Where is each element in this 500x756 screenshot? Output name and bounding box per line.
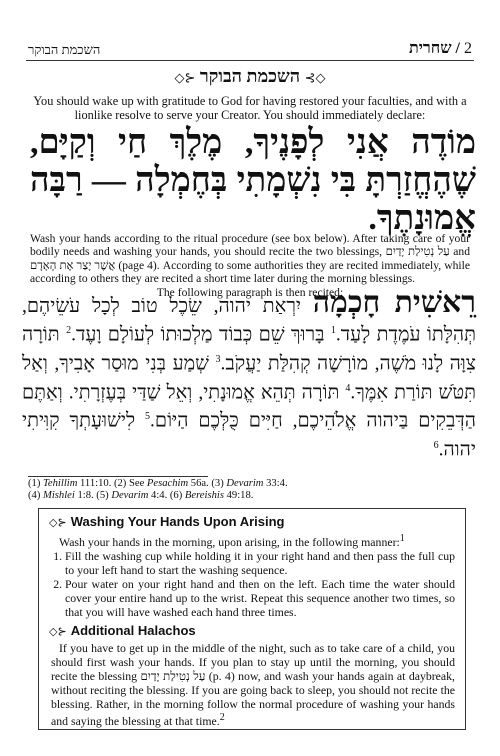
box-heading-washing: ◇⊱ Washing Your Hands Upon Arising (49, 514, 285, 529)
ornament-icon: ◇⊱ (304, 70, 326, 85)
header-separator: / (455, 40, 460, 57)
modeh-ani-prayer (30, 124, 476, 238)
footnote-ref: 1 (399, 533, 405, 545)
running-header-right (409, 40, 472, 58)
reshit-line-4: שְׁמַע בְּנִי מוּסַר אָבִיךָ, וְאַל תִּטֹּשׁ תּוֹרַת אִמֶּךָ. (22, 353, 477, 404)
modeh-ani-text: לְפָנֶיךָ, מֶלֶךְ חַי וְקַיָּם, שֶׁהֶחֱזַרְתָּ בִּי נִשְׁמָתִי בְּחֶמְלָה — רַבָּה אֱמוּנָתֶךָ. (30, 124, 476, 237)
reshit-line-1: יִרְאַת יהוה, שֵׂכֶל טוֹב לְכָל עֹשֵׂיהֶם, תְּהִלָּתוֹ עֹמֶדֶת לָעַד. (22, 296, 477, 346)
ornament-icon: ⊰◇ (174, 70, 196, 85)
footnote-1: (1) Tehillim 111:10. (28, 478, 112, 489)
instr-part1: Wash your hands according to the ritual procedure (see box below). After taking care of your bodily needs and washing your hands, you should recite the two blessings, (30, 232, 470, 259)
footnote-5: (5) Devarim 4:4. (96, 490, 168, 502)
instr-part3: (page 4). According to some authorities they are recited immediately, while according to others they are recited a short time later during the morning blessings. (30, 258, 470, 286)
footnote-ref: 6 (433, 440, 439, 452)
reshit-line-6: לִישׁוּעָתְךָ קִוִּיתִי יהוה. (22, 410, 476, 461)
header-section-title: שחרית (408, 40, 452, 57)
footnote-ref: 3 (215, 353, 221, 365)
footnote-ref: 2 (66, 325, 72, 337)
box-paragraph-2: If you have to get up in the middle of the night, such as to take care of a child, you should first wash your hands. If you plan to stay up until the morning, you should recite the blessing עַל נְטִילַת יָדַיִם (p. 4) now, and wash your hands again at daybreak, without reciting the blessing. If you are going back to sleep, you should not recite the blessing. Rather, in the morning follow the normal procedure of washing your hands and saying the blessing at that time.$^2$ (51, 640, 455, 729)
footnote-ref: 5 (145, 411, 151, 423)
modeh-ani-opening: מוֹדֶה אֲנִי (346, 124, 476, 161)
instr-part2: and (453, 245, 470, 259)
box-paragraph-1: Wash your hands in the morning, upon arising, in the following manner:$^1$ (59, 533, 405, 550)
section-title-text: השכמת הבוקר (199, 66, 301, 86)
section-title (0, 66, 500, 87)
footnote-6: (6) Bereishis 49:18. (169, 490, 254, 502)
reshit-opening: רֵאשִׁית חָכְמָה (312, 286, 477, 319)
footnote-3: (3) Devarim 33:4. (211, 478, 288, 489)
footnote-4: (4) Mishlei 1:8. (28, 490, 94, 502)
reshit-line-3: תּוֹרָה צִוָּה לָנוּ מֹשֶׁה, מוֹרָשָׁה קְהִלַּת יַעֲקֹב. (22, 324, 477, 375)
page-number: 2 (464, 40, 472, 57)
box-heading-halachos: ◇⊱ Additional Halachos (49, 622, 196, 638)
footnote-2: (2) See Pesachim 56a. (113, 478, 209, 489)
reshit-line-2: בָּרוּךְ שֵׁם כְּבוֹד מַלְכוּתוֹ לְעוֹלָם וָעֶד. (71, 324, 325, 346)
footnote-rule (28, 476, 208, 477)
footnote-ref: 4 (345, 382, 351, 394)
footnote-ref: 1 (330, 325, 336, 337)
ornament-icon: ◇⊱ (49, 517, 67, 529)
washing-step: 1. Fill the washing cup while holding it in your right hand and then pass the full cup to your left hand to start the washing sequence. (65, 549, 455, 577)
halachos-box (38, 508, 466, 730)
instr-part4: The following paragraph is then recited: (156, 285, 344, 299)
intro-instruction: You should wake up with gratitude to God for having restored your faculties, and with a lionlike resolve to serve your Creator. You should immediately declare: (33, 94, 467, 122)
instr-hebrew-blessing-2: אֲשֶׁר יָצַר אֶת הָאָדָם (30, 258, 116, 272)
box-hebrew-blessing: עַל נְטִילַת יָדַיִם (140, 668, 206, 683)
washing-step: 2. Pour water on your right hand and then on the left. Each time the water should cover your entire hand up to the wrist. Repeat this sequence another two times, so that you will have washed each hand three times. (65, 577, 455, 619)
washing-steps-list (51, 549, 455, 619)
ornament-icon: ◇⊱ (49, 625, 67, 638)
footnote-ref: 2 (219, 712, 225, 724)
instr-hebrew-blessing-1: עַל נְטִילַת יָדַיִם (385, 245, 450, 259)
header-rule (26, 60, 474, 61)
reshit-chochmah-prayer (22, 286, 477, 463)
running-header-left: השכמת הבוקר (28, 42, 101, 57)
footnotes (28, 478, 472, 503)
reshit-line-5: תּוֹרָה תְּהֵא אֱמוּנָתִי, וְאֵל שַׁדַּי בְּעֶזְרָתִי. וְאַתֶּם הַדְּבֵקִים בַּיהוה אֱלֹהֵיכֶם, חַיִּים כֻּלְּכֶם הַיּוֹם. (22, 382, 476, 432)
